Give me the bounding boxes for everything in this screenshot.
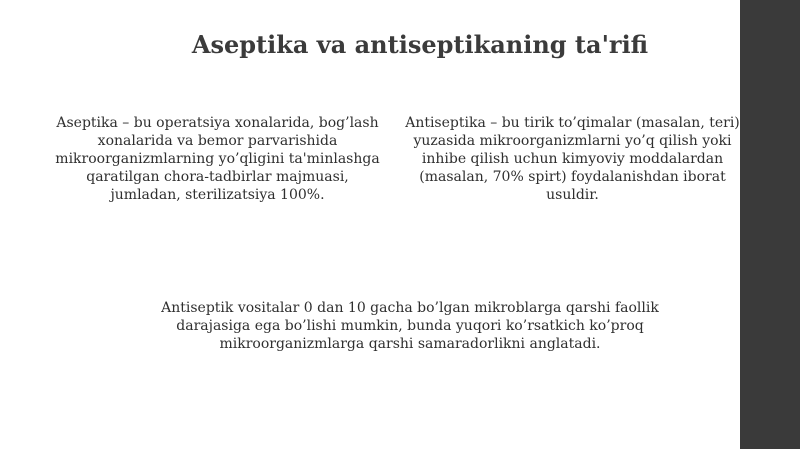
- antiseptika-definition: Antiseptika – bu tirik to’qimalar (masalan, teri) yuzasida mikroorganizmlarni yo’q qilish yoki inhibe qilish uchun kimyoviy moddalardan (masalan, 70% spirt) foydalanishdan iborat usuldir.: [405, 115, 740, 203]
- slide-title: Aseptika va antiseptikaning ta'rifi: [191, 30, 649, 59]
- aseptika-definition: Aseptika – bu operatsiya xonalarida, bog’lash xonalarida va bemor parvarishida mikroorganizmlarning yo’qligini ta'minlashga qaratilgan chora-tadbirlar majmuasi, jumladan, sterilizatsiya 100%.: [55, 115, 380, 203]
- antiseptic-activity-note: Antiseptik vositalar 0 dan 10 gacha bo’lgan mikroblarga qarshi faollik darajasiga ega bo’lishi mumkin, bunda yuqori ko’rsatkich ko’proq mikroorganizmlarga qarshi samaradorlikni anglatadi.: [161, 300, 659, 352]
- side-panel: [740, 0, 800, 449]
